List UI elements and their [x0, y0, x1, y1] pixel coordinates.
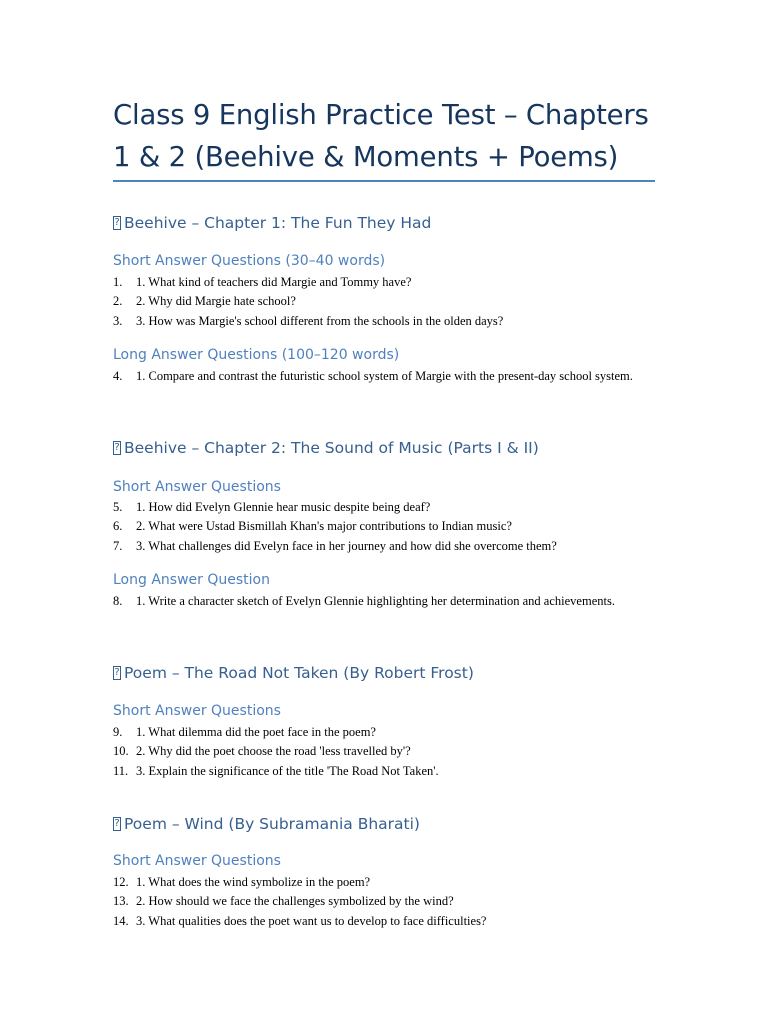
question-item: [113, 762, 658, 782]
question-text: 1. How did Evelyn Glennie hear music despite being deaf?: [136, 500, 431, 514]
missing-glyph-icon: [113, 666, 121, 680]
section-heading-text: Poem – The Road Not Taken (By Robert Frost): [124, 664, 474, 682]
question-number: 5.: [113, 500, 123, 514]
question-item: [113, 592, 658, 612]
section-heading-text: Beehive – Chapter 1: The Fun They Had: [124, 214, 432, 232]
question-text: 3. Explain the significance of the title 'The Road Not Taken'.: [136, 764, 439, 778]
question-number: 7.: [113, 539, 123, 553]
question-item: [113, 273, 658, 293]
question-text: 1. What dilemma did the poet face in the poem?: [136, 725, 376, 739]
question-text: 1. Write a character sketch of Evelyn Glennie highlighting her determination and achievements.: [136, 594, 615, 608]
question-number: 14.: [113, 914, 129, 928]
missing-glyph-icon: [113, 817, 121, 831]
section-heading-wind: [113, 814, 420, 834]
question-item: [113, 537, 658, 557]
section-heading-road-not-taken: [113, 663, 474, 683]
subheading-short-answer: Short Answer Questions (30–40 words): [113, 253, 386, 269]
question-number: 13.: [113, 894, 129, 908]
section-heading-beehive-ch1: [113, 213, 431, 233]
question-text: 3. What challenges did Evelyn face in her journey and how did she overcome them?: [136, 539, 557, 553]
section-heading-beehive-ch2: [113, 438, 539, 458]
question-number: 2.: [113, 294, 123, 308]
question-text: 2. What were Ustad Bismillah Khan's major contributions to Indian music?: [136, 519, 512, 533]
question-item: [113, 367, 658, 387]
question-item: [113, 723, 658, 743]
question-item: [113, 498, 658, 518]
question-item: [113, 873, 658, 893]
question-number: 10.: [113, 744, 129, 758]
section-heading-text: Beehive – Chapter 2: The Sound of Music (Parts I & II): [124, 439, 539, 457]
subheading-short-answer: Short Answer Questions: [113, 479, 281, 495]
question-number: 4.: [113, 369, 123, 383]
question-text: 3. What qualities does the poet want us to develop to face difficulties?: [136, 914, 487, 928]
question-number: 11.: [113, 764, 129, 778]
title-divider: [113, 180, 655, 182]
missing-glyph-icon: [113, 216, 121, 230]
question-item: [113, 292, 658, 312]
question-number: 6.: [113, 519, 123, 533]
question-item: [113, 312, 658, 332]
question-item: [113, 892, 658, 912]
question-text: 2. Why did Margie hate school?: [136, 294, 296, 308]
question-text: 1. What kind of teachers did Margie and Tommy have?: [136, 275, 412, 289]
question-number: 3.: [113, 314, 123, 328]
section-heading-text: Poem – Wind (By Subramania Bharati): [124, 815, 420, 833]
question-text: 1. Compare and contrast the futuristic school system of Margie with the present-day school system.: [136, 369, 633, 383]
question-number: 1.: [113, 275, 123, 289]
subheading-short-answer: Short Answer Questions: [113, 853, 281, 869]
question-item: [113, 912, 658, 932]
question-text: 3. How was Margie's school different from the schools in the olden days?: [136, 314, 504, 328]
subheading-long-answer: Long Answer Questions (100–120 words): [113, 347, 400, 363]
question-number: 8.: [113, 594, 123, 608]
question-number: 9.: [113, 725, 123, 739]
question-text: 2. How should we face the challenges symbolized by the wind?: [136, 894, 454, 908]
question-item: [113, 742, 658, 762]
question-text: 1. What does the wind symbolize in the poem?: [136, 875, 371, 889]
subheading-short-answer: Short Answer Questions: [113, 703, 281, 719]
question-item: [113, 517, 658, 537]
question-text: 2. Why did the poet choose the road 'less travelled by'?: [136, 744, 411, 758]
page-title: Class 9 English Practice Test – Chapters 1 & 2 (Beehive & Moments + Poems): [113, 99, 649, 173]
missing-glyph-icon: [113, 441, 121, 455]
question-number: 12.: [113, 875, 129, 889]
subheading-long-answer: Long Answer Question: [113, 572, 270, 588]
